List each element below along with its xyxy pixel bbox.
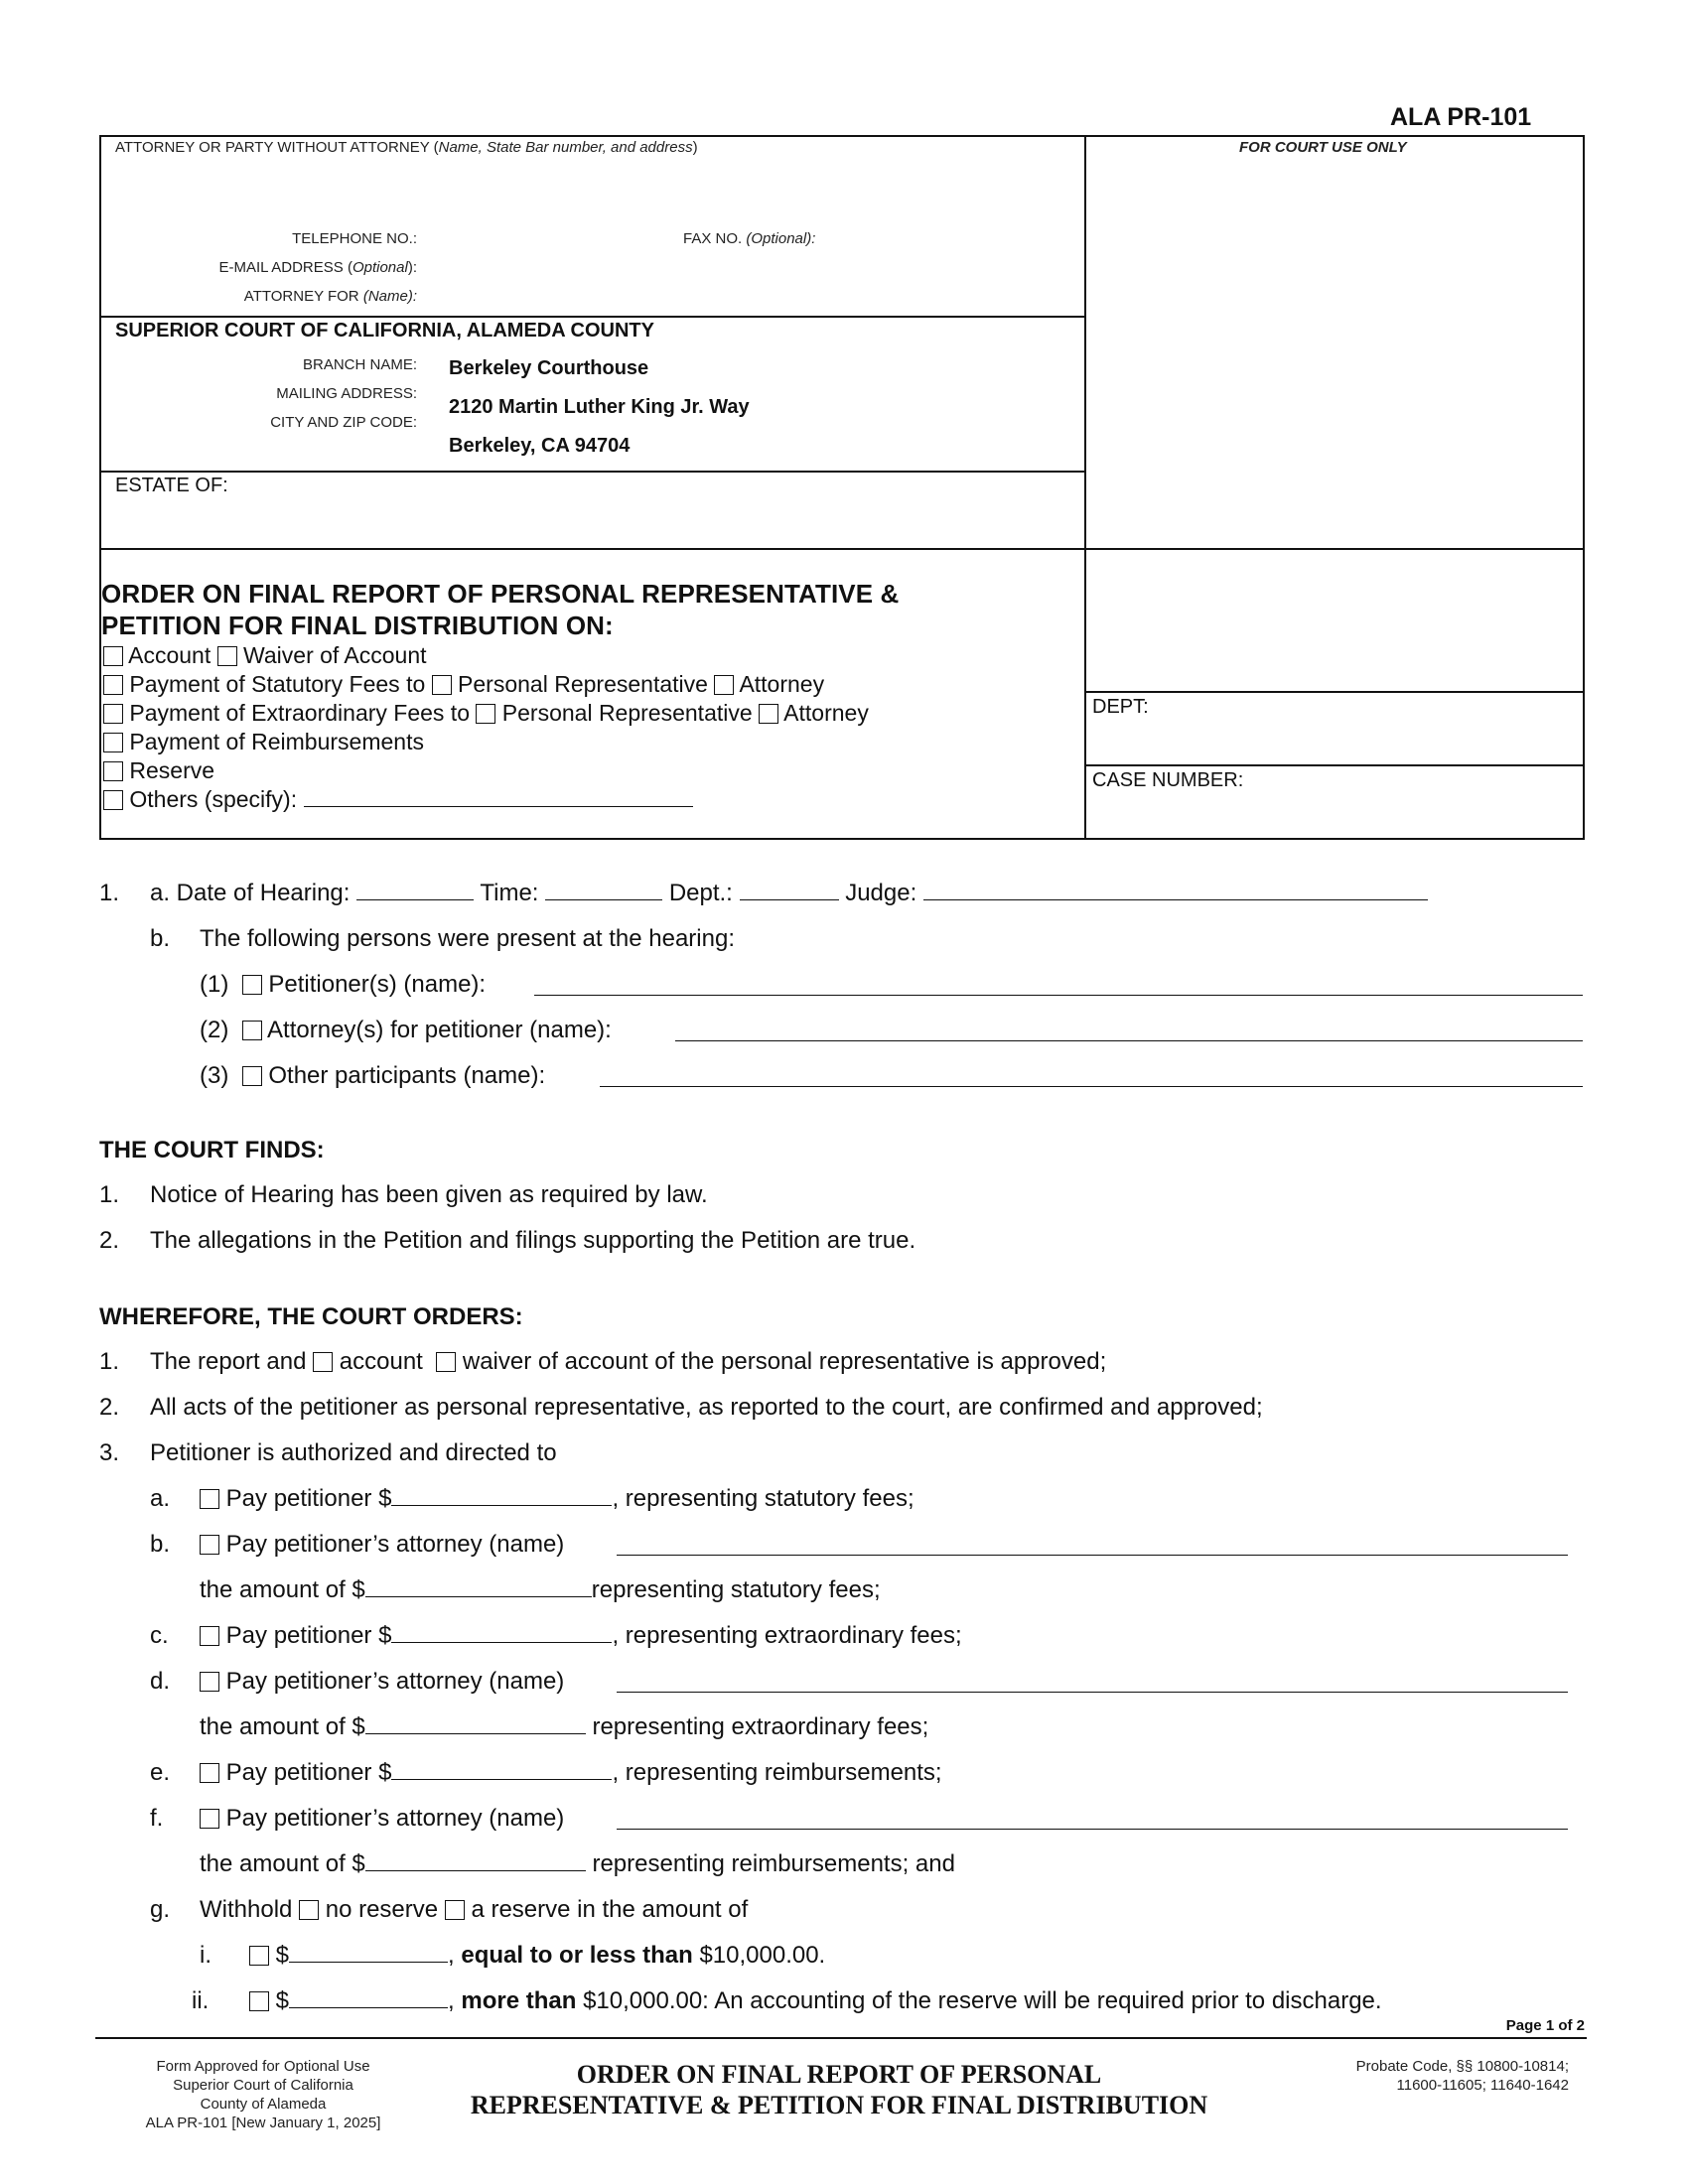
mailing-value: 2120 Martin Luther King Jr. Way: [449, 396, 750, 418]
other-participants-checkbox[interactable]: [242, 1066, 262, 1086]
attorneys-checkbox[interactable]: [242, 1021, 262, 1040]
pay-attorney-statutory-label: Pay petitioner’s attorney (name): [225, 1531, 565, 1558]
pay-petitioner-reimbursements-checkbox[interactable]: [200, 1763, 219, 1783]
pay-petitioner-statutory-checkbox[interactable]: [200, 1489, 219, 1509]
footer-left-line1: Form Approved for Optional Use: [156, 2058, 370, 2075]
branch-label: BRANCH NAME:: [302, 356, 417, 373]
waiver-of-account-label: Waiver of Account: [243, 642, 427, 668]
statutory-attorney-checkbox[interactable]: [714, 675, 734, 695]
report-and-label: The report and: [150, 1348, 307, 1375]
court-finds-heading: THE COURT FINDS:: [99, 1137, 325, 1163]
pay-petitioner-statutory-amount-line[interactable]: [391, 1485, 612, 1506]
withhold-label: Withhold: [200, 1896, 293, 1923]
order-c-letter: c.: [150, 1622, 169, 1649]
reserve-over-10k-amount-line[interactable]: [289, 1987, 448, 2008]
statutory-fees-checkbox[interactable]: [103, 675, 123, 695]
order-d-amount-row: [200, 1713, 928, 1741]
ten-thousand-text: $10,000.00.: [699, 1942, 826, 1969]
present-row-1: [200, 971, 486, 999]
time-label: Time:: [480, 880, 539, 906]
dept-line[interactable]: [740, 880, 839, 900]
reserve-label: Reserve: [129, 757, 215, 783]
dept-label-hearing: Dept.:: [668, 880, 733, 906]
petitioners-line[interactable]: [534, 995, 1583, 996]
orders-3-text: Petitioner is authorized and directed to: [150, 1439, 557, 1466]
footer-left-line3: County of Alameda: [200, 2096, 327, 2113]
petitioners-checkbox[interactable]: [242, 975, 262, 995]
pay-petitioner-reimbursements-label: Pay petitioner $: [225, 1759, 392, 1786]
order-g-row: [200, 1896, 748, 1924]
reserve-over-10k-dollar: $: [275, 1987, 290, 2014]
statutory-personal-rep-checkbox[interactable]: [432, 675, 452, 695]
order-b-amount-row: [200, 1576, 881, 1604]
orders-1-num: 1.: [99, 1348, 120, 1375]
pay-petitioner-extraordinary-label: Pay petitioner $: [225, 1622, 392, 1649]
court-name: SUPERIOR COURT OF CALIFORNIA, ALAMEDA COUNTY: [115, 320, 654, 341]
other-participants-label: Other participants (name):: [268, 1062, 546, 1089]
time-line[interactable]: [545, 880, 662, 900]
reimbursements-checkbox[interactable]: [103, 733, 123, 752]
branch-value: Berkeley Courthouse: [449, 357, 649, 379]
pay-attorney-reimbursements-label: Pay petitioner’s attorney (name): [225, 1805, 565, 1832]
account-label: Account: [128, 642, 211, 668]
order-e-row: [200, 1759, 942, 1787]
amount-of-statutory-line[interactable]: [365, 1576, 592, 1597]
present-2-num: (2): [200, 1017, 229, 1043]
pay-attorney-extraordinary-name-line[interactable]: [617, 1692, 1568, 1693]
options-row-reserve: [103, 756, 214, 785]
order-g-i-row: [249, 1942, 825, 1970]
statutory-attorney-label: Attorney: [739, 671, 825, 697]
email-label: E-MAIL ADDRESS (Optional):: [218, 259, 417, 276]
amount-of-reimbursements-label: the amount of $: [200, 1850, 365, 1877]
city-value: Berkeley, CA 94704: [449, 435, 631, 457]
finds-1-num: 1.: [99, 1181, 120, 1208]
extraordinary-fees-text: , representing extraordinary fees;: [612, 1622, 962, 1649]
order-b-row: [200, 1531, 564, 1559]
amount-of-reimbursements-line[interactable]: [365, 1850, 586, 1871]
finds-1-text: Notice of Hearing has been given as required by law.: [150, 1181, 708, 1208]
extraordinary-attorney-checkbox[interactable]: [759, 704, 778, 724]
hearing-row-a: [150, 880, 1428, 907]
reserve-under-10k-amount-line[interactable]: [289, 1942, 448, 1963]
present-3-num: (3): [200, 1062, 229, 1089]
finds-2-num: 2.: [99, 1227, 120, 1254]
others-specify-line[interactable]: [304, 786, 693, 807]
extraordinary-fees-checkbox[interactable]: [103, 704, 123, 724]
approved-waiver-label: waiver of account of the personal representative is approved;: [462, 1348, 1107, 1375]
pay-petitioner-statutory-label: Pay petitioner $: [225, 1485, 392, 1512]
telephone-label: TELEPHONE NO.:: [292, 230, 417, 247]
footer-right-line1: Probate Code, §§ 10800-10814;: [1355, 2058, 1569, 2075]
order-d-row: [200, 1668, 564, 1696]
court-use-box: [1084, 135, 1585, 550]
options-row-reimbursements: [103, 728, 424, 756]
order-e-letter: e.: [150, 1759, 171, 1786]
order-g-ii-row: [249, 1987, 1382, 2015]
order-f-amount-row: [200, 1850, 955, 1878]
form-id: ALA PR-101: [1390, 103, 1532, 131]
fax-label: FAX NO. (Optional):: [683, 230, 816, 247]
order-g-i-num: i.: [200, 1942, 211, 1969]
pay-petitioner-extraordinary-checkbox[interactable]: [200, 1626, 219, 1646]
extraordinary-attorney-label: Attorney: [783, 700, 869, 726]
statutory-fees-text: , representing statutory fees;: [612, 1485, 914, 1512]
reserve-over-10k-comma: ,: [448, 1987, 455, 2014]
pay-petitioner-reimbursements-amount-line[interactable]: [391, 1759, 612, 1780]
approved-account-label: account: [339, 1348, 423, 1375]
judge-label: Judge:: [845, 880, 917, 906]
mailing-label: MAILING ADDRESS:: [276, 385, 417, 402]
statutory-personal-rep-label: Personal Representative: [458, 671, 708, 697]
pay-attorney-extraordinary-checkbox[interactable]: [200, 1672, 219, 1692]
options-row-account: [103, 641, 427, 670]
statutory-fees-label: Payment of Statutory Fees to: [129, 671, 426, 697]
representing-extraordinary-text: representing extraordinary fees;: [592, 1713, 929, 1740]
representing-statutory-text: representing statutory fees;: [591, 1576, 881, 1603]
order-a-letter: a.: [150, 1485, 171, 1512]
amount-of-extraordinary-label: the amount of $: [200, 1713, 365, 1740]
orders-2-num: 2.: [99, 1394, 120, 1421]
reserve-amount-label: a reserve in the amount of: [471, 1896, 749, 1923]
page-number: Page 1 of 2: [1505, 2017, 1585, 2034]
footer-rule: [95, 2037, 1587, 2039]
options-row-others: [103, 785, 693, 814]
accounting-required-text: $10,000.00: An accounting of the reserve will be required prior to discharge.: [583, 1987, 1382, 2014]
hearing-b-label: b.: [150, 925, 171, 952]
extraordinary-personal-rep-label: Personal Representative: [501, 700, 753, 726]
form-title-line1: ORDER ON FINAL REPORT OF PERSONAL REPRESENTATIVE &: [101, 579, 900, 609]
pay-petitioner-extraordinary-amount-line[interactable]: [391, 1622, 612, 1643]
order-g-ii-num: ii.: [192, 1987, 210, 2014]
hearing-num: 1.: [99, 880, 120, 906]
pay-attorney-reimbursements-checkbox[interactable]: [200, 1809, 219, 1829]
footer-title: [417, 2059, 1261, 2120]
orders-3-num: 3.: [99, 1439, 120, 1466]
footer-right: [1271, 2057, 1569, 2095]
dept-label: DEPT:: [1092, 696, 1149, 718]
others-label: Others (specify):: [129, 786, 298, 812]
attorney-label: ATTORNEY OR PARTY WITHOUT ATTORNEY (Name, State Bar number, and address): [115, 139, 698, 156]
extraordinary-personal-rep-checkbox[interactable]: [476, 704, 495, 724]
attorneys-label: Attorney(s) for petitioner (name):: [267, 1017, 612, 1043]
more-than-text: more than: [461, 1987, 577, 2014]
pay-attorney-extraordinary-label: Pay petitioner’s attorney (name): [225, 1668, 565, 1695]
amount-of-extraordinary-line[interactable]: [365, 1713, 586, 1734]
reserve-under-10k-checkbox[interactable]: [249, 1946, 269, 1966]
attorney-for-label: ATTORNEY FOR (Name):: [243, 288, 417, 305]
order-f-row: [200, 1805, 564, 1833]
estate-box: [99, 471, 1086, 550]
case-number-label: CASE NUMBER:: [1092, 769, 1244, 791]
hearing-b-text: The following persons were present at the hearing:: [200, 925, 735, 952]
judge-line[interactable]: [923, 880, 1428, 900]
order-g-letter: g.: [150, 1896, 171, 1923]
pay-attorney-statutory-checkbox[interactable]: [200, 1535, 219, 1555]
reserve-checkbox[interactable]: [103, 761, 123, 781]
no-reserve-checkbox[interactable]: [299, 1900, 319, 1920]
reserve-under-10k-dollar: $: [275, 1942, 290, 1969]
approved-waiver-checkbox[interactable]: [436, 1352, 456, 1372]
footer-left-line2: Superior Court of California: [173, 2077, 353, 2094]
finds-2-text: The allegations in the Petition and filings supporting the Petition are true.: [150, 1227, 916, 1254]
reserve-under-10k-comma: ,: [448, 1942, 455, 1969]
orders-1-row: [150, 1348, 1106, 1376]
order-d-letter: d.: [150, 1668, 171, 1695]
orders-2-text: All acts of the petitioner as personal representative, as reported to the court, are confirmed and approved;: [150, 1394, 1263, 1421]
footer-title-line1: ORDER ON FINAL REPORT OF PERSONAL: [576, 2060, 1102, 2089]
account-checkbox[interactable]: [103, 646, 123, 666]
date-of-hearing-line[interactable]: [356, 880, 474, 900]
others-checkbox[interactable]: [103, 790, 123, 810]
date-of-hearing-label: a. Date of Hearing:: [150, 880, 351, 906]
amount-of-statutory-label: the amount of $: [200, 1576, 365, 1603]
order-b-letter: b.: [150, 1531, 171, 1558]
court-use-label: FOR COURT USE ONLY: [1239, 139, 1407, 156]
city-label: CITY AND ZIP CODE:: [270, 414, 417, 431]
pay-attorney-statutory-name-line[interactable]: [617, 1555, 1568, 1556]
reserve-amount-checkbox[interactable]: [445, 1900, 465, 1920]
options-row-extraordinary: [103, 699, 869, 728]
order-a-row: [200, 1485, 914, 1513]
estate-of-label: ESTATE OF:: [115, 475, 228, 496]
present-row-3: [200, 1062, 545, 1090]
reserve-over-10k-checkbox[interactable]: [249, 1991, 269, 2011]
reimbursements-text: , representing reimbursements;: [612, 1759, 942, 1786]
form-title-line2: PETITION FOR FINAL DISTRIBUTION ON:: [101, 611, 614, 640]
reimbursements-label: Payment of Reimbursements: [129, 729, 424, 754]
extraordinary-fees-label: Payment of Extraordinary Fees to: [129, 700, 470, 726]
footer-left: [119, 2057, 407, 2132]
footer-left-line4: ALA PR-101 [New January 1, 2025]: [145, 2115, 381, 2131]
footer-title-line2: REPRESENTATIVE & PETITION FOR FINAL DISTRIBUTION: [470, 2091, 1208, 2119]
footer-right-line2: 11600-11605; 11640-1642: [1396, 2077, 1569, 2094]
title-right-box: [1084, 548, 1585, 693]
other-participants-line[interactable]: [600, 1086, 1583, 1087]
present-row-2: [200, 1017, 612, 1044]
equal-or-less-text: equal to or less than: [461, 1942, 693, 1969]
dept-box: [1084, 691, 1585, 766]
approved-account-checkbox[interactable]: [313, 1352, 333, 1372]
court-orders-heading: WHEREFORE, THE COURT ORDERS:: [99, 1303, 523, 1330]
petitioners-label: Petitioner(s) (name):: [268, 971, 487, 998]
order-c-row: [200, 1622, 962, 1650]
attorneys-line[interactable]: [675, 1040, 1583, 1041]
pay-attorney-reimbursements-name-line[interactable]: [617, 1829, 1568, 1830]
order-f-letter: f.: [150, 1805, 164, 1832]
options-row-statutory: [103, 670, 824, 699]
present-1-num: (1): [200, 971, 229, 998]
no-reserve-label: no reserve: [325, 1896, 439, 1923]
representing-reimbursements-text: representing reimbursements; and: [592, 1850, 955, 1877]
waiver-of-account-checkbox[interactable]: [217, 646, 237, 666]
